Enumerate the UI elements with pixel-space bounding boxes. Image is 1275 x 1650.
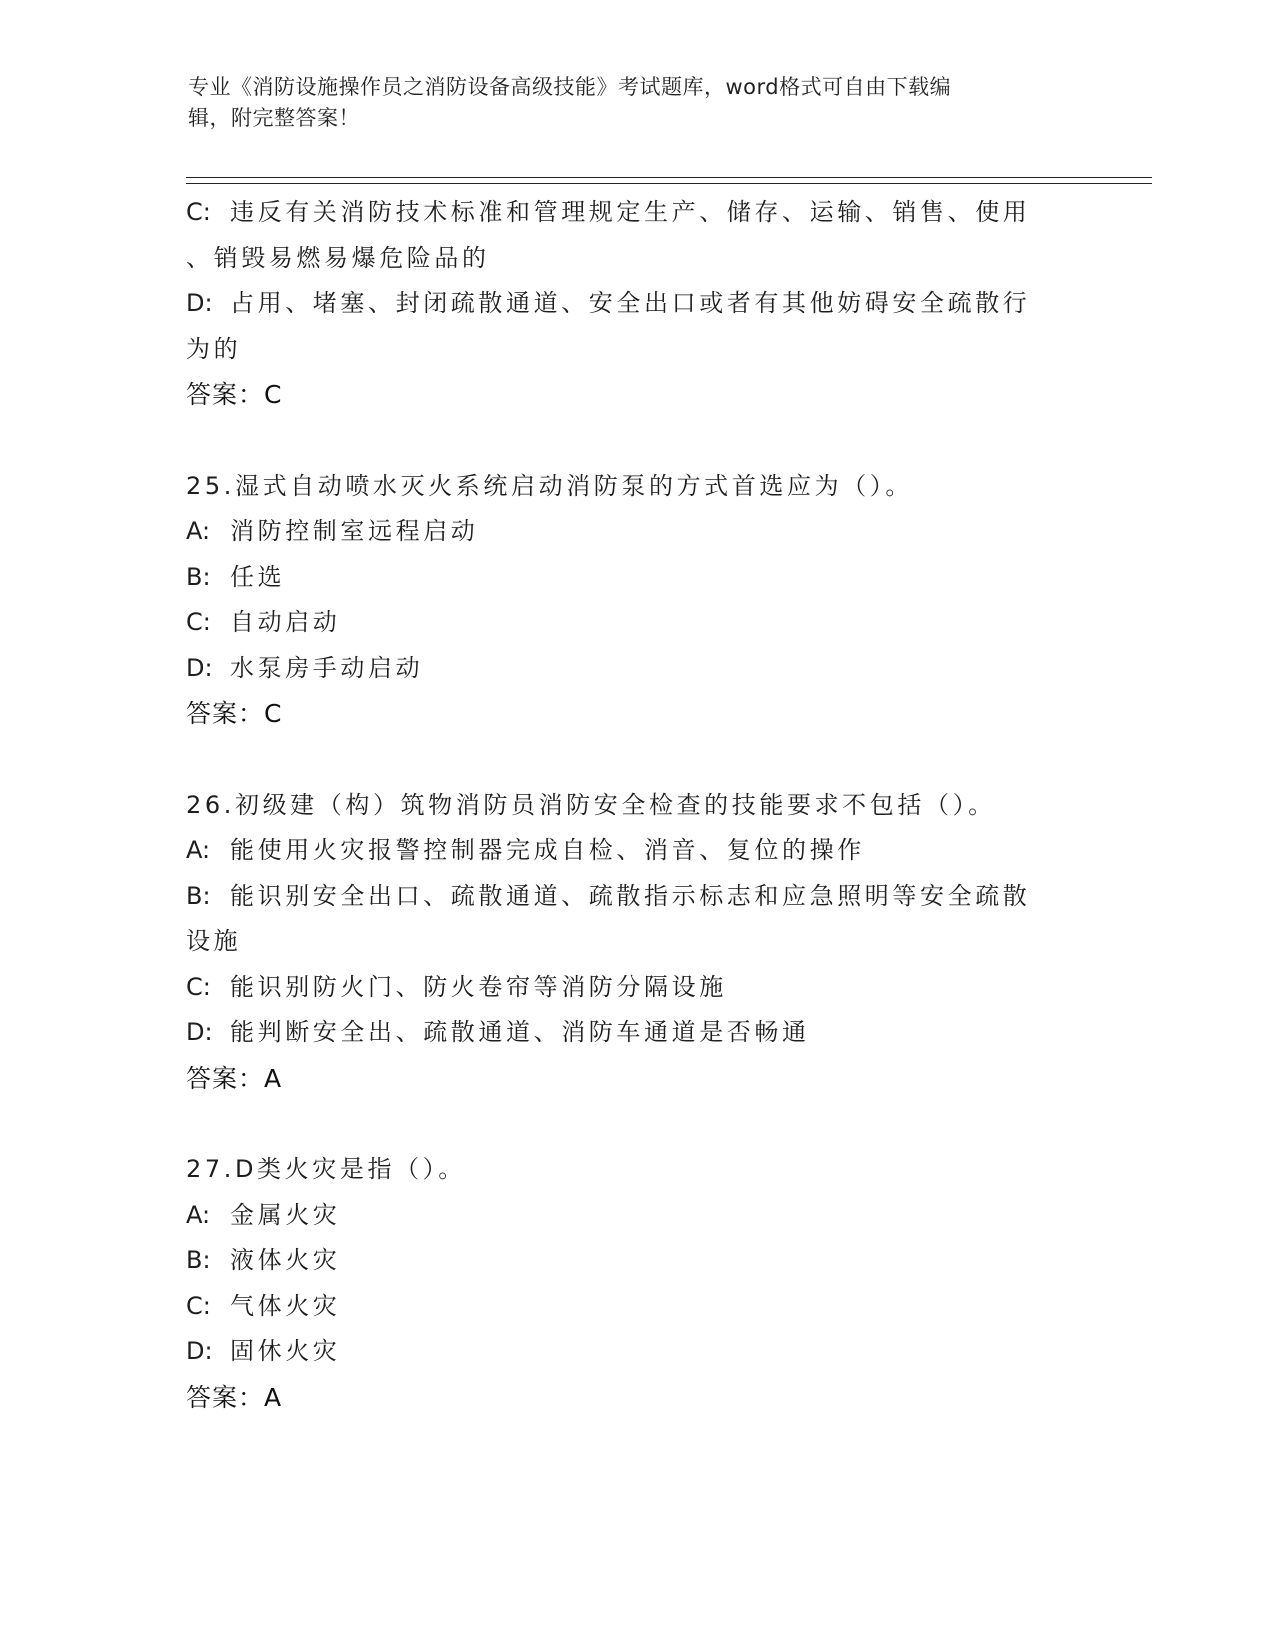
header-rule-top [186,177,1152,178]
question-25 [186,464,1086,738]
spacer [186,1102,1086,1148]
option-a [186,509,1086,555]
question-stem: 27.D类火灾是指（）。 [186,1155,466,1183]
option-text: 金属火灾 [230,1200,341,1229]
option-text: 能判断安全出、疏散通道、消防车通道是否畅通 [230,1018,810,1046]
answer-line: 答案：C [186,380,283,409]
option-c [186,190,1086,236]
option-label: D: [186,653,213,682]
question-content [186,190,1086,1421]
option-label: B: [186,1246,211,1274]
option-label: C: [186,198,211,226]
option-label: D: [186,1337,213,1365]
header-rule-bottom [186,183,1152,184]
option-c [186,600,1086,646]
option-label: C: [186,608,211,636]
option-c-continued: 、销毁易燃易爆危险品的 [186,243,490,272]
spacer [186,737,1086,783]
question-stem: 25.湿式自动喷水灭火系统启动消防泵的方式首选应为（）。 [186,471,913,500]
option-label: B: [186,881,211,910]
option-label: A: [186,836,211,864]
option-label: D: [186,289,213,317]
option-text: 液体火灾 [230,1246,341,1274]
option-d [186,281,1086,327]
option-text: 任选 [230,562,286,591]
answer-line: 答案：A [186,1382,283,1412]
option-text: 占用、堵塞、封闭疏散通道、安全出口或者有其他妨碍安全疏散行 [230,289,1031,317]
option-text: 气体火灾 [230,1291,341,1320]
option-text: 水泵房手动启动 [230,653,424,682]
option-label: A: [186,517,211,545]
option-label: C: [186,1291,211,1320]
option-b-continued: 设施 [186,927,242,955]
option-text: 固休火灾 [230,1337,341,1365]
header-line-2: 辑，附完整答案！ [188,106,360,130]
option-a [186,828,1086,874]
option-text: 自动启动 [230,608,341,636]
option-c [186,965,1086,1011]
option-label: B: [186,562,211,591]
answer-line: 答案：A [186,1063,283,1093]
option-d-continued: 为的 [186,334,242,363]
header-line-1: 专业《消防设施操作员之消防设备高级技能》考试题库，word格式可自由下载编 [188,75,952,99]
answer-line: 答案：C [186,699,283,728]
option-text: 违反有关消防技术标准和管理规定生产、储存、运输、销售、使用 [230,198,1031,226]
document-header [188,72,1068,134]
option-d [186,1010,1086,1056]
question-24-tail [186,190,1086,418]
spacer [186,418,1086,464]
option-c [186,1284,1086,1330]
option-label: D: [186,1018,213,1046]
option-label: C: [186,972,211,1001]
option-b [186,874,1086,920]
option-d [186,646,1086,692]
question-stem: 26.初级建（构）筑物消防员消防安全检查的技能要求不包括（）。 [186,790,996,819]
option-label: A: [186,1200,211,1229]
option-b [186,555,1086,601]
option-d [186,1329,1086,1375]
option-b [186,1238,1086,1284]
question-27 [186,1147,1086,1421]
option-text: 能识别安全出口、疏散通道、疏散指示标志和应急照明等安全疏散 [230,881,1031,910]
option-text: 能识别防火门、防火卷帘等消防分隔设施 [230,972,727,1001]
option-a [186,1193,1086,1239]
option-text: 能使用火灾报警控制器完成自检、消音、复位的操作 [230,836,865,864]
option-text: 消防控制室远程启动 [230,517,479,545]
question-26 [186,783,1086,1102]
